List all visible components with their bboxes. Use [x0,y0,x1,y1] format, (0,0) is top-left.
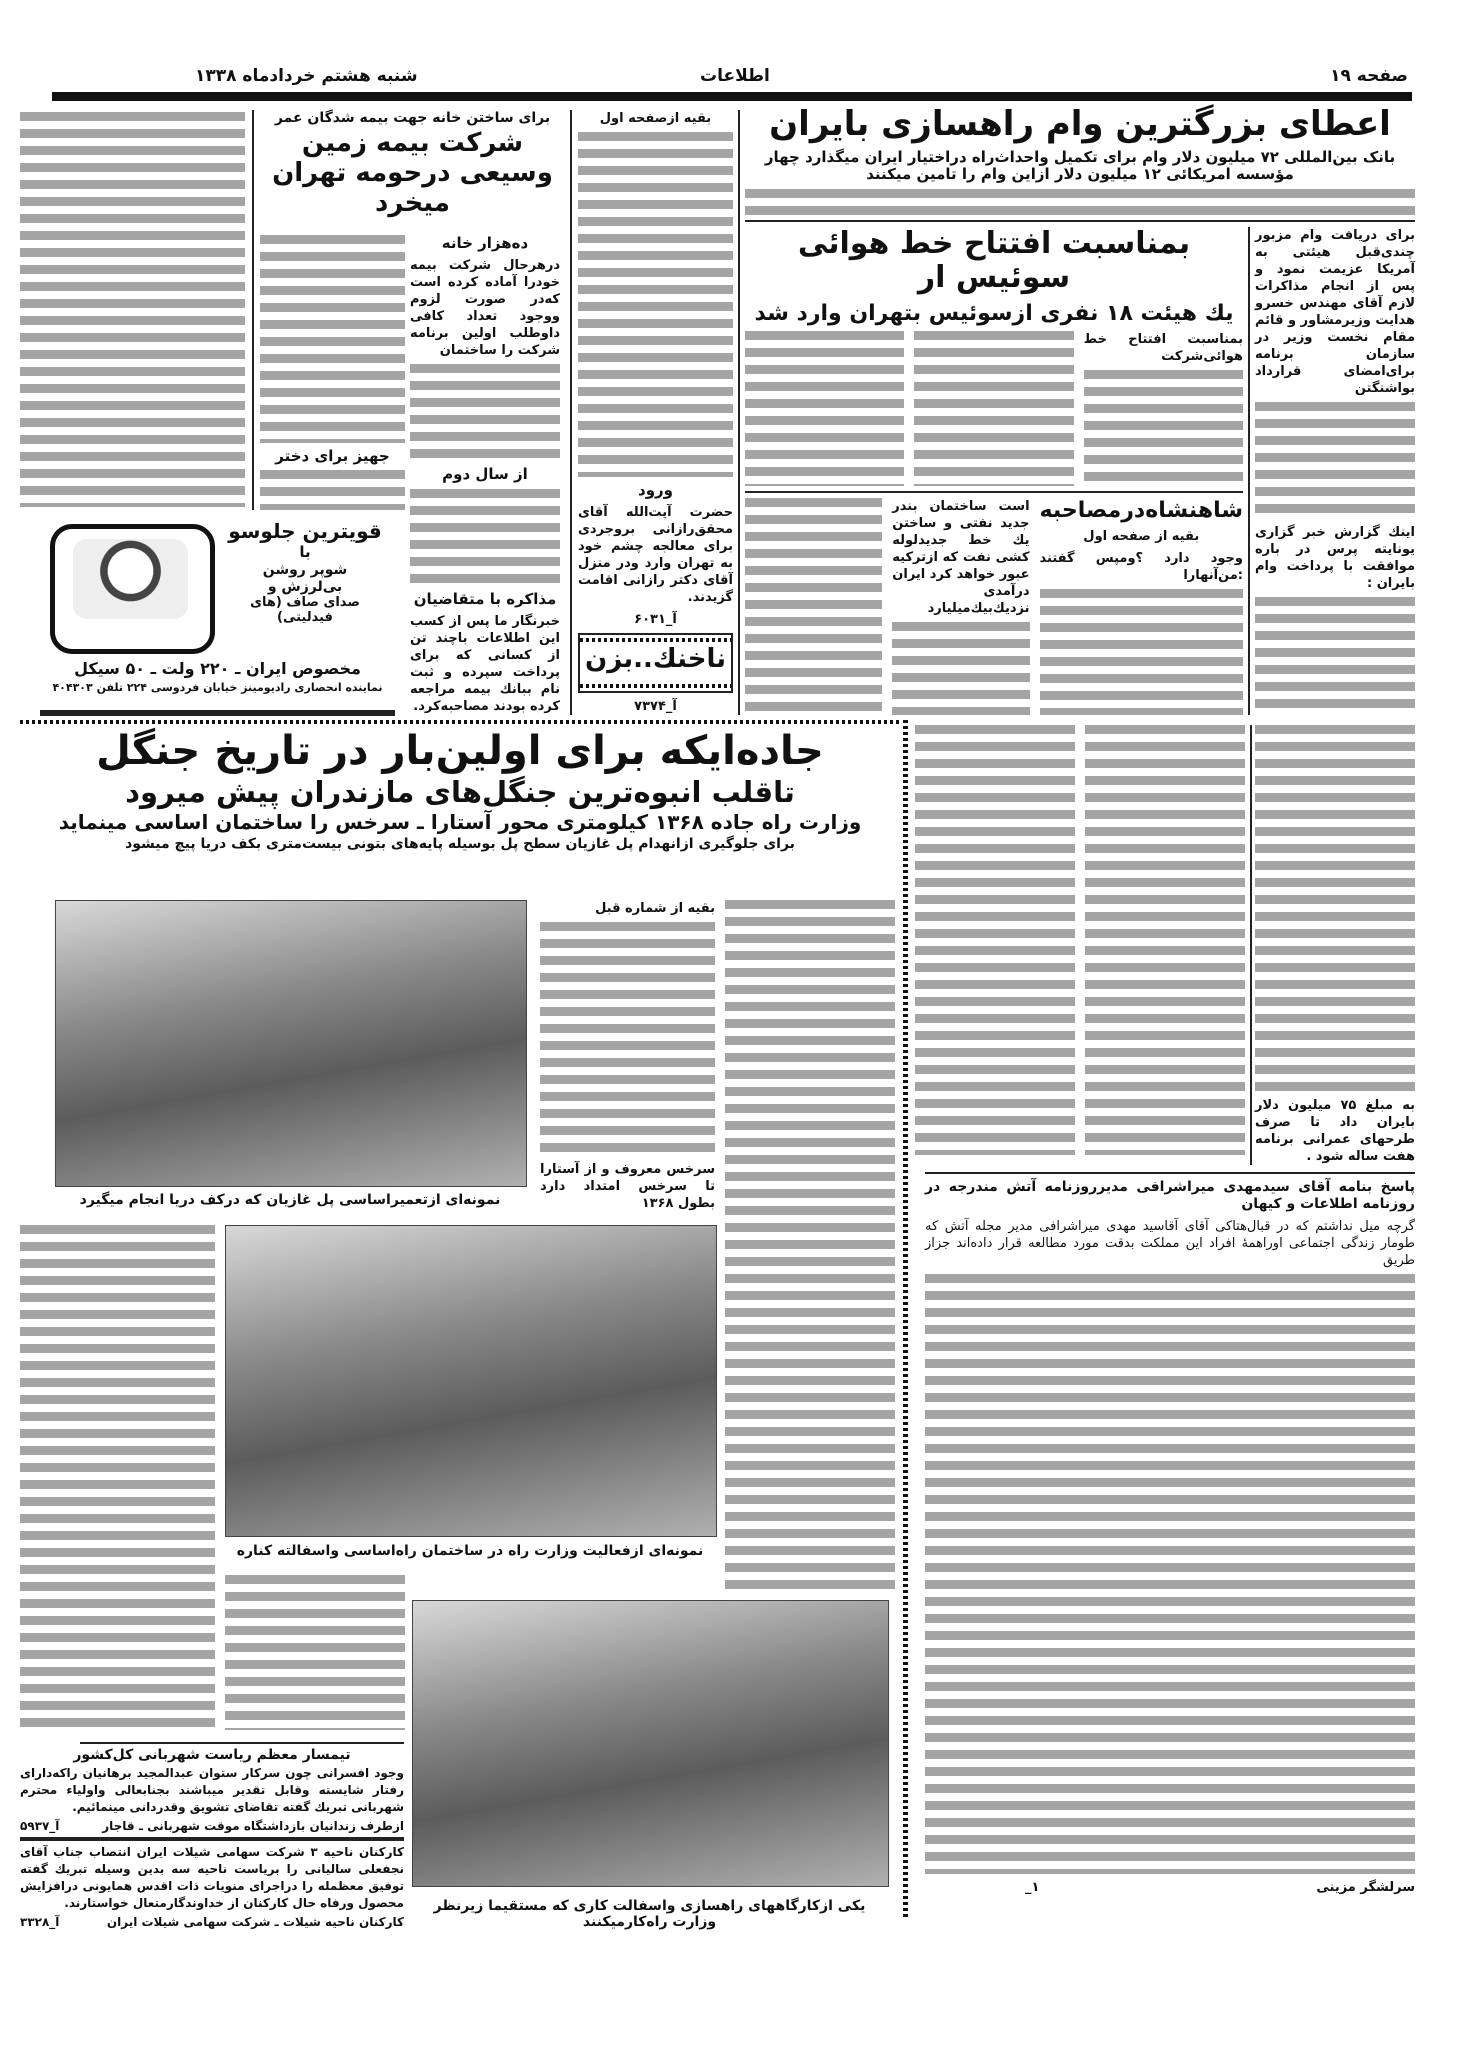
housing-subhead: ده‌هزار خانه [441,234,529,252]
jungle-column [540,900,715,1212]
letter-body-text [925,1274,1415,1874]
tv-ad-line6: مخصوص ایران ـ ۲۲۰ ولت ـ ۵۰ سیکل [74,659,361,678]
loan-body-text [1255,725,1415,1092]
column-rule [570,110,572,715]
jungle-body-text [725,900,895,1590]
divider [745,220,1415,222]
jungle-subhead-2: وزارت راه جاده ۱۳۶۸ کیلومتری محور آستارا ـ سرخس را ساختمان اساسی مینماید [58,810,862,835]
swiss-subhead: یك هیئت ۱۸ نفری ازسوئیس بتهران وارد شد [754,300,1234,326]
housing-kicker: برای ساختن خانه جهت بیمه شدگان عمر [274,110,551,126]
tv-ad-line5: صدای صاف (های فیدلیتی) [250,595,360,626]
shah-body-text [915,725,1075,1155]
housing-body-text [410,489,560,586]
jungle-headlines [20,728,900,852]
arrival-title: ورود [638,480,673,499]
housing-column-left [260,235,405,510]
shah-headline: شاهنشاه‌درمصاحبه [1039,497,1243,523]
tv-advertisement [40,520,395,716]
shah-continued: بقیه از صفحه اول [1083,529,1200,545]
housing-body-text [260,235,405,443]
divider [80,1742,404,1744]
shah-body-2: است ساختمان بندر جدید نفتی و ساختن یك خط جدیدلوله کشی نفت که ازترکیه عبور خواهد کرد ایران درآمدی نزدیك‌بیك‌میلیارد [892,498,1030,616]
nakhonak-title: ناخنك..بزن [585,644,726,674]
jungle-headline: جاده‌ایکه برای اولین‌بار در تاریخ جنگل [96,728,824,774]
middle-continued: بقیه ازصفحه اول [599,111,712,126]
right-section-top [745,105,1415,715]
shah-body-text [1040,589,1243,715]
notice-police-body: وجود افسرانی چون سرکار ستوان عبدالمجید برهانیان راکه‌دارای رفتار شایسته وقابل تقدیر میباشند بجنابعالی واولیاء محترم شهربانی تبریك گفته تقاضای تشویق وقدردانی مینمائیم. [20,1766,404,1815]
notice-fisheries-body: کارکنان ناحیه ۳ شرکت سهامی شیلات ایران انتصاب جناب آقای نجفعلی سالیانی را بریاست ناحیه سه بدین وسیله تبریك گفته توفیق معظمله را دراجرای منویات ذات اقدس همایونی درافزایش محصول ورفاه حال کارکنان از خداوندگارمتعال خواستارند. [20,1845,404,1911]
loan-headline: اعطای بزرگترین وام راهسازی بایران [769,104,1391,144]
housing-body-text [260,470,405,510]
housing-subhead: مذاکره با متقاضیان [413,589,557,608]
loan-body: برای دریافت وام مزبور چندی‌قبل هیئتی به آمریکا عزیمت نمود و پس از انجام مذاکرات لازم آقای مهندس خسرو هدایت وزیرمشاور و قائم مقام نخست وزیر در سازمان برنامه برای‌امضای قرارداد بواشنگتن [1254,227,1415,396]
housing-subhead: از سال دوم [442,465,528,484]
tv-screen-woman-illustration [73,539,188,619]
notice-fisheries-code: آ_۳۳۲۸ [20,1915,60,1930]
swiss-headline: بمناسبت افتتاح خط هوائی سوئیس ار [797,225,1191,296]
loan-column-continued [1255,725,1415,1165]
tv-ad-line3: شوپر روشن [262,562,348,579]
shah-body-text [892,622,1029,715]
swiss-body-text [914,331,1073,486]
swiss-body: بمناسبت افتتاح خط هوائی‌شرکت [1083,331,1243,364]
column-rule [738,110,740,715]
tv-ad-text [220,520,390,626]
housing-body-text [410,364,560,461]
housing-head [260,110,565,219]
notice-police-title: تیمسار معظم ریاست شهربانی کل‌کشور [73,1747,351,1763]
arrival-body: حضرت آیت‌الله آقای محقق‌رازانی بروجردی برای معالجه چشم خود به تهران وارد ودر منزل آقای دکتر رازانی اقامت گزیدند. [578,505,733,605]
newspaper-name: اطلاعات [700,66,770,86]
housing-body: خبرنگار ما پس از کسب این اطلاعات باچند تن از کسانی که برای پرداخت سپرده و ثبت نام ببانك بیمه مراجعه کرده بودند مصاحبه‌کرد. [410,614,560,714]
dotted-column-rule [903,720,908,1920]
arrival-code: آ_۶۰۳۱ [634,612,677,627]
shah-body: وجود دارد ؟ومپس گفتند :من‌آنهارا [1039,551,1243,584]
ad-border [580,684,731,688]
housing-subhead: جهیز برای دختر [275,446,390,465]
tv-ad-line7: نماینده انحصاری رادیومینز خیابان فردوسی ۲۲۴ تلفن ۴۰۴۳۰۳ [52,681,383,694]
middle-body-text [578,132,733,477]
column-rule [252,110,254,510]
photo-ghazian-bridge [55,900,527,1187]
photo-road-construction [225,1225,717,1537]
loan-body-text [745,189,1415,215]
loan-body-2: اینك گزارش خبر گزاری یونایته پرس در باره موافقت با پرداخت وام بایران : [1255,525,1415,592]
housing-column-right [410,235,560,715]
dotted-section-rule [20,720,900,724]
swiss-column [1084,331,1243,486]
page-number: صفحه ۱۹ [1330,66,1408,86]
notice-police [20,1747,404,1834]
notices [20,1742,404,1930]
notice-police-sign: ازطرف زندانیان بازداشتگاه موقت شهربانی ـ قاجار [102,1819,404,1834]
notice-fisheries-sign: کارکنان ناحیه شیلات ـ شرکت سهامی شیلات ایران [106,1915,404,1930]
tv-ad-line1: قویترین جلوسو [228,519,382,543]
swiss-body-text [745,498,882,715]
jungle-body: سرخس معروف و از آستارا تا سرخس امتداد دارد بطول ۱۳۶۸ [540,1162,715,1211]
ad-border [580,638,731,642]
caption-bridge: نمونه‌ای ازتعمیراساسی پل غازیان که درکف دریا انجام میگیرد [79,1192,501,1208]
jungle-body-text [20,1225,215,1730]
middle-column [578,110,733,715]
letter-opening: گرچه میل نداشتم که در قبال‌هتاکی آقای آقاسید مهدی میراشرافی مدیر مجله آتش که طومار زندگی اجتماعی اوراهمهٔ افراد این مملکت بدقت مورد مطالعه قرار داده‌اند جزاز طریق [925,1219,1415,1268]
nakhonak-ad [578,633,733,693]
right-section-row [745,227,1415,715]
loan-body-text [1255,402,1415,520]
shah-columns [745,498,1243,715]
notice-police-code: آ_۵۹۳۷ [20,1819,60,1834]
swiss-body-text [745,331,904,486]
tv-ad-line4: بی‌لرزش و [267,579,343,596]
housing-body: درهرحال شرکت بیمه خودرا آماده کرده است که‌در صورت لزوم ووجود تعداد کافی داوطلب اولین برنامه شرکت را ساختمان [410,258,560,359]
caption-asphalt-worksite: یکی ازکارگاههای راهسازی واسفالت کاری که مستقیما زیرنظر وزارت راه‌کارمیکنند [433,1898,866,1930]
letter [925,1172,1415,1896]
tv-ad-line2: با [299,543,311,561]
letter-number: ۱_ [1025,1880,1040,1895]
loan-subhead: بانک بین‌المللی ۷۲ میلیون دلار وام برای تکمیل واحداث‌راه دراختیار ایران میگذارد چهار مؤسسه امریکائی ۱۲ میلیون دلار ازاین وام را تامین میکنند [764,148,1396,184]
jungle-body-text [540,922,715,1156]
masthead-rule [52,92,1412,101]
divider [745,491,1243,493]
letter-signature: سرلشگر مزینی [1316,1880,1415,1895]
caption-road-construction: نمونه‌ای ازفعالیت وزارت راه در ساختمان راه‌اساسی واسفالته کناره [236,1543,704,1559]
loan-body-text [1255,597,1415,715]
loan-end: به مبلغ ۷۵ میلیون دلار بایران داد تا صرف طرحهای عمرانی برنامه هفت ساله شود . [1255,1098,1415,1164]
issue-date: شنبه هشتم خردادماه ۱۳۳۸ [195,66,418,86]
housing-headline: شرکت بیمه زمین وسیعی درحومه تهران میخرد [272,128,553,218]
photo-asphalt-worksite [412,1600,889,1887]
column-rule [1248,227,1250,715]
letter-title: پاسخ بنامه آقای سیدمهدی میراشرافی مدیرروزنامه آتش مندرجه در روزنامه اطلاعات و کیهان [925,1179,1415,1212]
shah-column [892,498,1029,715]
shah-column [1040,498,1243,715]
divider [925,1172,1415,1174]
nakhonak-code: آ_۷۳۷۴ [634,699,677,714]
loan-column [1255,227,1415,715]
jungle-subhead: تاقلب انبوه‌ترین جنگل‌های مازندران پیش میرود [125,775,795,809]
jungle-subhead-3: برای جلوگیری ازانهدام پل غازیان سطح پل بوسیله پایه‌های بتونی بیست‌متری بکف دریا پیچ میشود [125,836,795,853]
left-column-text [20,112,245,507]
jungle-body-text [225,1575,405,1730]
swiss-body-text [1084,370,1243,486]
jungle-continued: بقیه از شماره قبل [595,901,715,916]
notice-fisheries [20,1844,404,1930]
swiss-columns [745,331,1243,486]
television-illustration [50,524,215,654]
divider [20,1837,404,1841]
shah-body-text [1085,725,1245,1155]
swiss-shah-area [745,227,1243,715]
column-rule [1250,725,1252,1165]
